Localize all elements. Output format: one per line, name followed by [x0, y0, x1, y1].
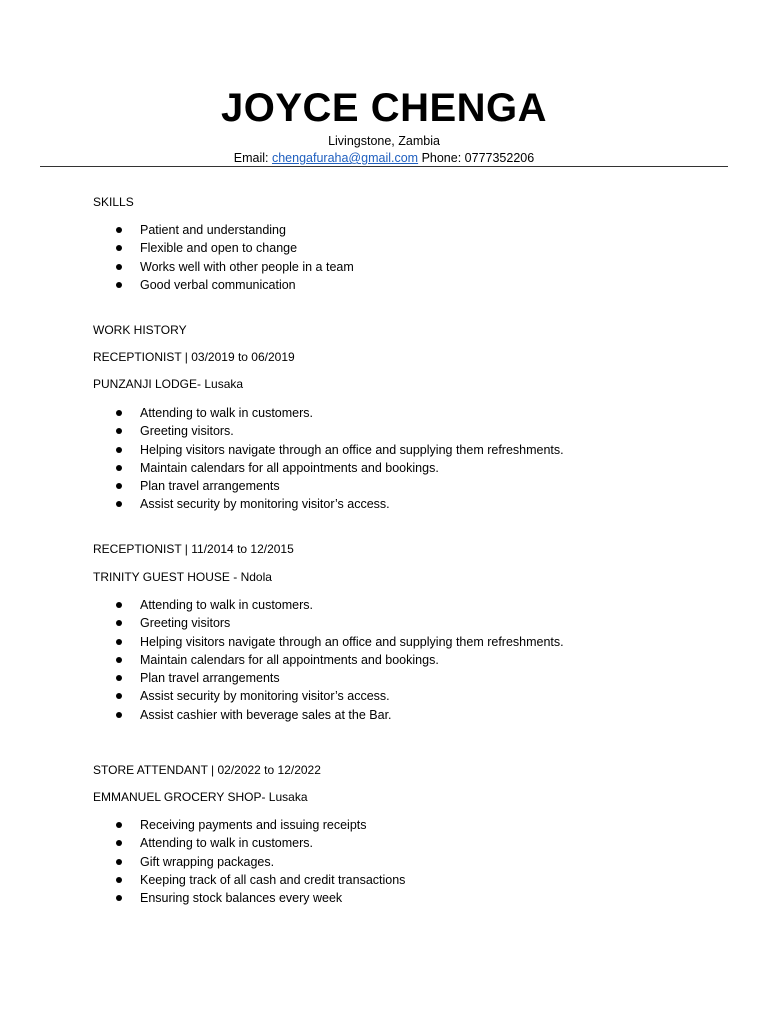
job-title: RECEPTIONIST | 11/2014 to 12/2015 [93, 542, 294, 556]
bullet-icon [116, 639, 122, 645]
duty-item: Helping visitors navigate through an office and supplying them refreshments. [93, 633, 564, 651]
duty-item: Helping visitors navigate through an office and supplying them refreshments. [93, 441, 564, 459]
bullet-icon [116, 877, 122, 883]
duty-item: Plan travel arrangements [93, 669, 564, 687]
skill-item: Good verbal communication [93, 276, 354, 294]
bullet-icon [116, 840, 122, 846]
bullet-icon [116, 227, 122, 233]
job-employer: TRINITY GUEST HOUSE - Ndola [93, 570, 272, 584]
duty-item: Assist security by monitoring visitor’s access. [93, 495, 564, 513]
duty-item: Attending to walk in customers. [93, 834, 405, 852]
bullet-icon [116, 693, 122, 699]
bullet-icon [116, 712, 122, 718]
email-link[interactable]: chengafuraha@gmail.com [271, 151, 419, 165]
bullet-icon [116, 895, 122, 901]
bullet-icon [116, 483, 122, 489]
job-duties-list [93, 816, 405, 907]
duty-item: Plan travel arrangements [93, 477, 564, 495]
duty-item: Attending to walk in customers. [93, 596, 564, 614]
duty-item: Ensuring stock balances every week [93, 889, 405, 907]
work-history-heading: WORK HISTORY [93, 323, 187, 337]
bullet-icon [116, 264, 122, 270]
skill-item: Works well with other people in a team [93, 258, 354, 276]
skill-item: Patient and understanding [93, 221, 354, 239]
header-divider [40, 166, 728, 167]
duty-item: Maintain calendars for all appointments and bookings. [93, 459, 564, 477]
bullet-icon [116, 675, 122, 681]
bullet-icon [116, 465, 122, 471]
email-label: Email: [233, 151, 272, 165]
skills-list [93, 221, 354, 294]
duty-item: Gift wrapping packages. [93, 853, 405, 871]
skill-item: Flexible and open to change [93, 239, 354, 257]
phone-label: Phone: [418, 151, 465, 165]
candidate-location: Livingstone, Zambia [328, 134, 440, 148]
phone-number: 0777352206 [464, 151, 535, 165]
skills-heading: SKILLS [93, 195, 134, 209]
candidate-name: JOYCE CHENGA [220, 86, 548, 130]
bullet-icon [116, 657, 122, 663]
bullet-icon [116, 501, 122, 507]
job-duties-list [93, 404, 564, 514]
bullet-icon [116, 428, 122, 434]
contact-line [0, 150, 768, 166]
bullet-icon [116, 447, 122, 453]
job-employer: EMMANUEL GROCERY SHOP- Lusaka [93, 790, 308, 804]
duty-item: Greeting visitors. [93, 422, 564, 440]
job-title: RECEPTIONIST | 03/2019 to 06/2019 [93, 350, 295, 364]
job-title: STORE ATTENDANT | 02/2022 to 12/2022 [93, 763, 321, 777]
bullet-icon [116, 859, 122, 865]
duty-item: Attending to walk in customers. [93, 404, 564, 422]
bullet-icon [116, 410, 122, 416]
bullet-icon [116, 245, 122, 251]
job-employer: PUNZANJI LODGE- Lusaka [93, 377, 244, 391]
bullet-icon [116, 822, 122, 828]
bullet-icon [116, 282, 122, 288]
duty-item: Assist cashier with beverage sales at the Bar. [93, 706, 564, 724]
duty-item: Maintain calendars for all appointments and bookings. [93, 651, 564, 669]
duty-item: Receiving payments and issuing receipts [93, 816, 405, 834]
duty-item: Assist security by monitoring visitor’s access. [93, 687, 564, 705]
duty-item: Greeting visitors [93, 614, 564, 632]
job-duties-list [93, 596, 564, 724]
bullet-icon [116, 602, 122, 608]
bullet-icon [116, 620, 122, 626]
duty-item: Keeping track of all cash and credit transactions [93, 871, 405, 889]
